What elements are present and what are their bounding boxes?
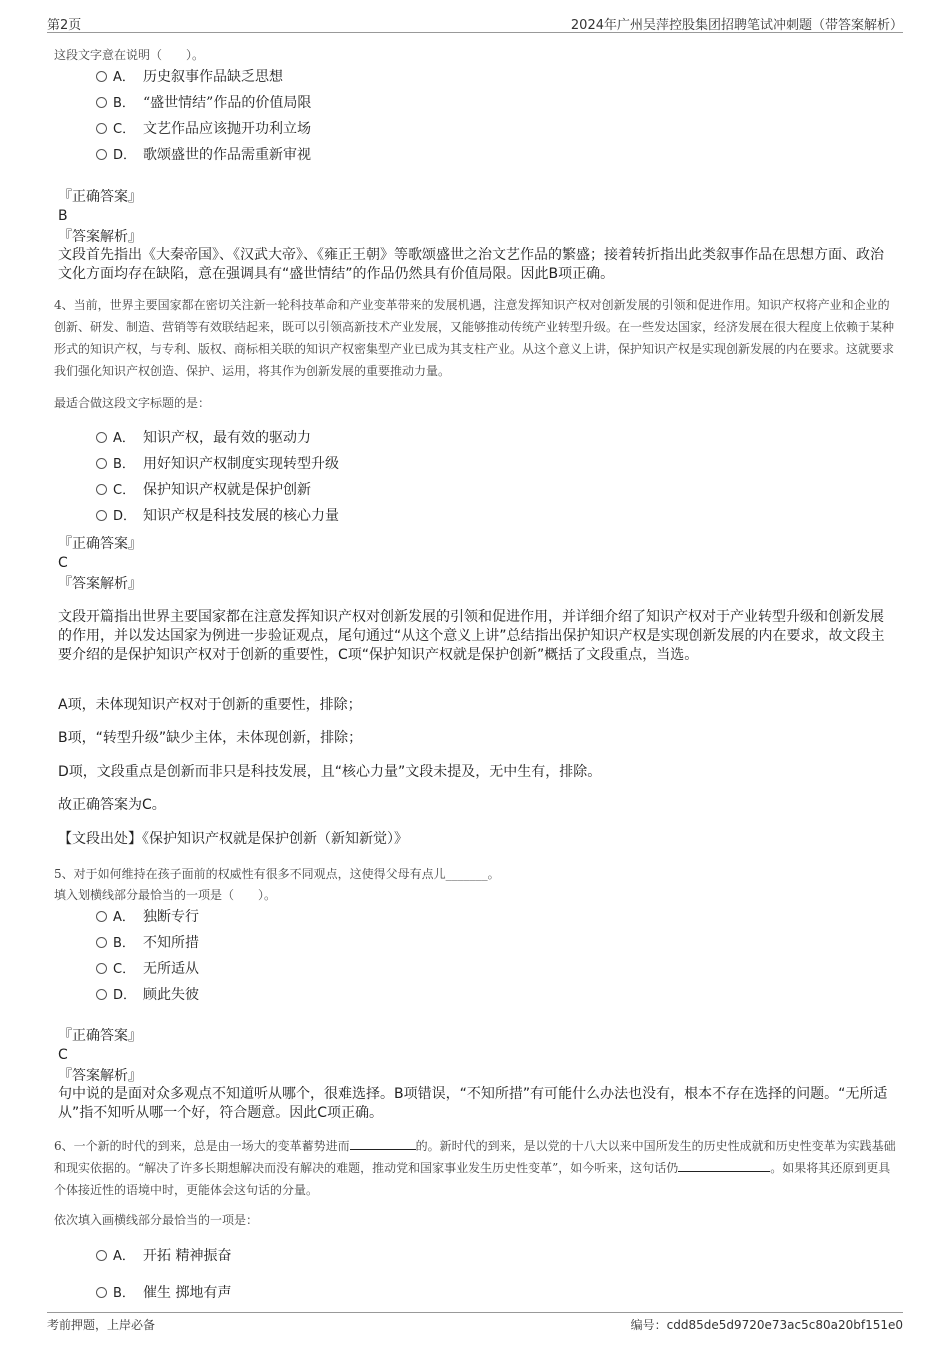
question-stem: 这段文字意在说明（ ）。 [54,48,205,62]
radio-icon[interactable] [96,510,107,521]
radio-icon[interactable] [96,432,107,443]
question-stem: 4、当前，世界主要国家都在密切关注新一轮科技革命和产业变革带来的发展机遇，注意发挥知识产权对创新发展的引领和促进作用。知识产权将产业和企业的创新、研发、制造、营销等有效联结起来，既可以引领高新技术产业发展，又能够推动传统产业转型升级。在一些发达国家，经济发展在很大程度上依赖于某种形式的知识产权，与专利、版权、商标相关联的知识产权密集型产业已成为其支柱产业。从这个意义上讲，保护知识产权是实现创新发展的内在要求。这就要求我们强化知识产权创造、保护、运用，将其作为创新发展的重要推动力量。 [54,298,895,378]
option-d[interactable]: D． 知识产权是科技发展的核心力量 [96,505,339,527]
option-d[interactable]: D． 顾此失彼 [96,984,199,1006]
page-header [47,12,903,33]
radio-icon[interactable] [96,1287,107,1298]
answer-value: C [58,555,68,571]
option-a[interactable]: A． 知识产权，最有效的驱动力 [96,427,311,449]
radio-icon[interactable] [96,458,107,469]
option-d[interactable]: D． 歌颂盛世的作品需重新审视 [96,144,311,166]
analysis-text: 文段首先指出《大秦帝国》、《汉武大帝》、《雍正王朝》等歌颂盛世之治文艺作品的繁盛；接着转折指出此类叙事作品在思想方面、政治文化方面均存在缺陷，意在强调具有“盛世情结”的作品仍然具有价值局限。因此B项正确。 [58,247,884,282]
option-b[interactable]: B． 不知所措 [96,932,199,954]
option-b[interactable]: B． “盛世情结”作品的价值局限 [96,92,311,114]
fill-blank: _______ [445,867,488,881]
analysis-label: 『答案解析』 [58,229,142,245]
radio-icon[interactable] [96,71,107,82]
analysis-text: 文段开篇指出世界主要国家都在注意发挥知识产权对创新发展的引领和促进作用，并详细介绍了知识产权对于产业转型升级和创新发展的作用，并以发达国家为例进一步验证观点，尾句通过“从这个意义上讲”总结指出保护知识产权是实现创新发展的内在要求，故文段主要介绍的是保护知识产权对于创新的重要性，C项“保护知识产权就是保护创新”概括了文段重点，当选。 [58,609,885,663]
fill-blank [350,1135,416,1150]
option-c[interactable]: C． 保护知识产权就是保护创新 [96,479,311,501]
answer-value: B [58,208,68,224]
option-c[interactable]: C． 无所适从 [96,958,199,980]
analysis-label: 『答案解析』 [58,576,142,592]
question-prompt: 填入划横线部分最恰当的一项是（ ）。 [54,888,277,902]
analysis-conclusion: 故正确答案为C。 [58,797,166,813]
radio-icon[interactable] [96,937,107,948]
question-stem: 6、一个新的时代的到来，总是由一场大的变革蓄势进而 的。新时代的到来，是以党的十八大以来中国所发生的历史性成就和历史性变革为实践基础和现实依据的。“解决了许多长期想解决而没有解决的难题，推动党和国家事业发生历史性变革”，如今听来，这句话仍 。如果将其还原到更具个体接近性的语境中时，更能体会这句话的分量。 [54,1135,899,1201]
fill-blank [678,1157,770,1172]
analysis-note-a: A项，未体现知识产权对于创新的重要性，排除； [58,697,362,713]
footer-slogan: 考前押题，上岸必备 [47,1318,156,1332]
option-c[interactable]: C． 文艺作品应该抛开功利立场 [96,118,311,140]
question-prompt: 最适合做这段文字标题的是： [54,396,211,410]
answer-label: 『正确答案』 [58,189,142,205]
answer-value: C [58,1047,68,1063]
radio-icon[interactable] [96,963,107,974]
radio-icon[interactable] [96,911,107,922]
question-stem: 5、对于如何维持在孩子面前的权威性有很多不同观点，这使得父母有点儿_______。 [54,867,500,881]
analysis-note-d: D项，文段重点是创新而非只是科技发展，且“核心力量”文段未提及，无中生有，排除。 [58,764,602,780]
page-number: 第2页 [47,18,82,33]
radio-icon[interactable] [96,484,107,495]
option-a[interactable]: A． 历史叙事作品缺乏思想 [96,66,283,88]
answer-label: 『正确答案』 [58,536,142,552]
analysis-note-b: B项，“转型升级”缺少主体，未体现创新，排除； [58,730,363,746]
radio-icon[interactable] [96,97,107,108]
analysis-label: 『答案解析』 [58,1068,142,1084]
text-source: 【文段出处】《保护知识产权就是保护创新（新知新觉）》 [58,831,408,847]
radio-icon[interactable] [96,123,107,134]
radio-icon[interactable] [96,1250,107,1261]
option-b[interactable]: B． 催生 掷地有声 [96,1282,231,1304]
option-a[interactable]: A． 开拓 精神振奋 [96,1245,231,1267]
answer-label: 『正确答案』 [58,1028,142,1044]
analysis-text: 句中说的是面对众多观点不知道听从哪个，很难选择。B项错误，“不知所措”有可能什么办法也没有，根本不存在选择的问题。“无所适从”指不知听从哪一个好，符合题意。因此C项正确。 [58,1086,888,1121]
radio-icon[interactable] [96,989,107,1000]
document-title: 2024年广州吴萍控股集团招聘笔试冲刺题（带答案解析） [570,18,903,33]
option-b[interactable]: B． 用好知识产权制度实现转型升级 [96,453,339,475]
question-prompt: 依次填入画横线部分最恰当的一项是： [54,1213,259,1227]
page-footer [47,1312,903,1331]
option-a[interactable]: A． 独断专行 [96,906,199,928]
radio-icon[interactable] [96,149,107,160]
document-id: 编号：cdd85de5d9720e73ac5c80a20bf151e0 [630,1318,903,1332]
